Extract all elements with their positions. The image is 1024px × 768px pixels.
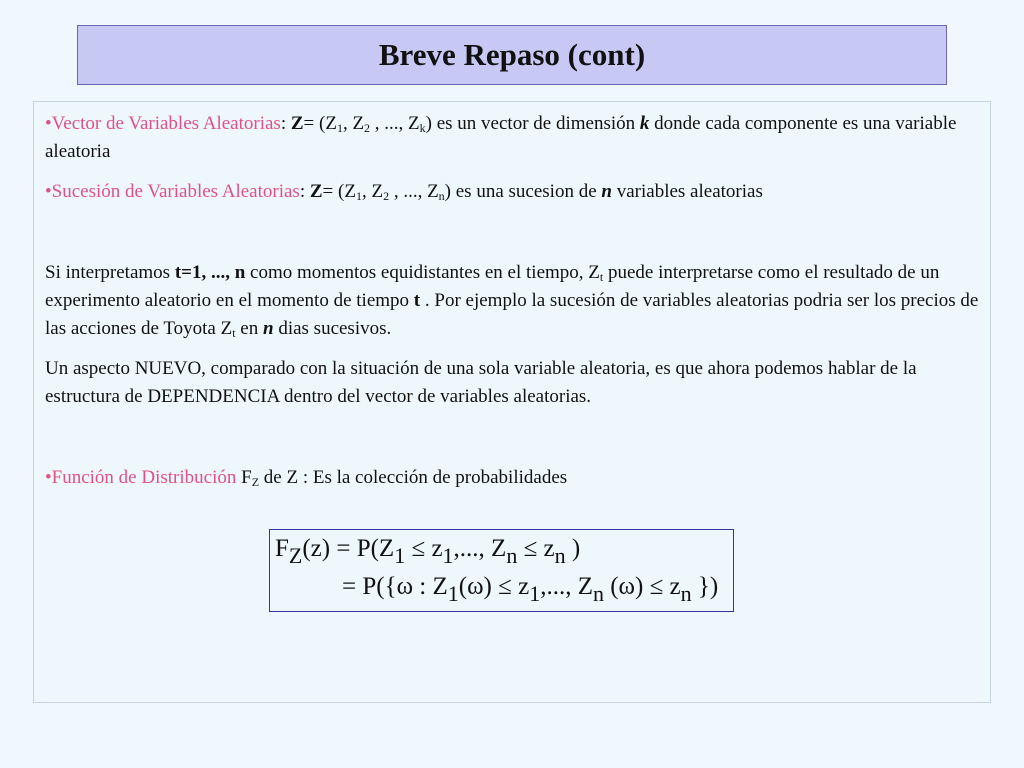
paragraph-interpretation: Si interpretamos t=1, ..., n como momentos equidistantes en el tiempo, $Z_t$ puede interpretarse como el resultado de un experimento aleatorio en el momento de tiempo t . Por ejemplo la sucesión de variables aleatorias podria ser los precios de las acciones de Toyota $Z_t$ en n dias sucesivos. — [45, 262, 979, 340]
term-sucesion: Sucesión de Variables Aleatorias — [51, 181, 300, 202]
term-vector: Vector de Variables Aleatorias — [51, 113, 281, 134]
paragraph-distribucion: •Función de Distribución $F_Z$ de Z : Es la colección de probabilidades — [45, 467, 568, 489]
paragraph-dependencia: Un aspecto NUEVO, comparado con la situación de una sola variable aleatoria, es que ahora podemos hablar de la estructura de DEPENDENCIA dentro del vector de variables aleatorias. — [45, 358, 917, 407]
bullet: • — [45, 181, 52, 202]
formula-line-1: $F_Z(z) = P(Z_1 \le z_1$,..., $Z_n \le z_n$ ) — [275, 535, 581, 568]
bullet: • — [45, 467, 52, 488]
formula-line-2: = P({ω : $Z_1(\omega) \le z_1$,..., $Z_n$ $(\omega) \le z_n$ }) — [342, 573, 719, 606]
bullet: • — [45, 113, 52, 134]
paragraph-vector: •Vector de Variables Aleatorias: $Z= (Z_1$, $Z_2$ , ..., $Z_k$) es un vector de dimensión k donde cada componente es una variable aleatoria — [45, 113, 957, 162]
title-box — [77, 25, 947, 85]
term-distribucion: Función de Distribución — [51, 467, 237, 488]
paragraph-sucesion: •Sucesión de Variables Aleatorias: $Z= (Z_1$, $Z_2$ , ..., $Z_n$) es una sucesion de n variables aleatorias — [45, 181, 763, 203]
slide-title: Breve Repaso (cont) — [378, 37, 646, 72]
formula-box — [269, 529, 734, 612]
